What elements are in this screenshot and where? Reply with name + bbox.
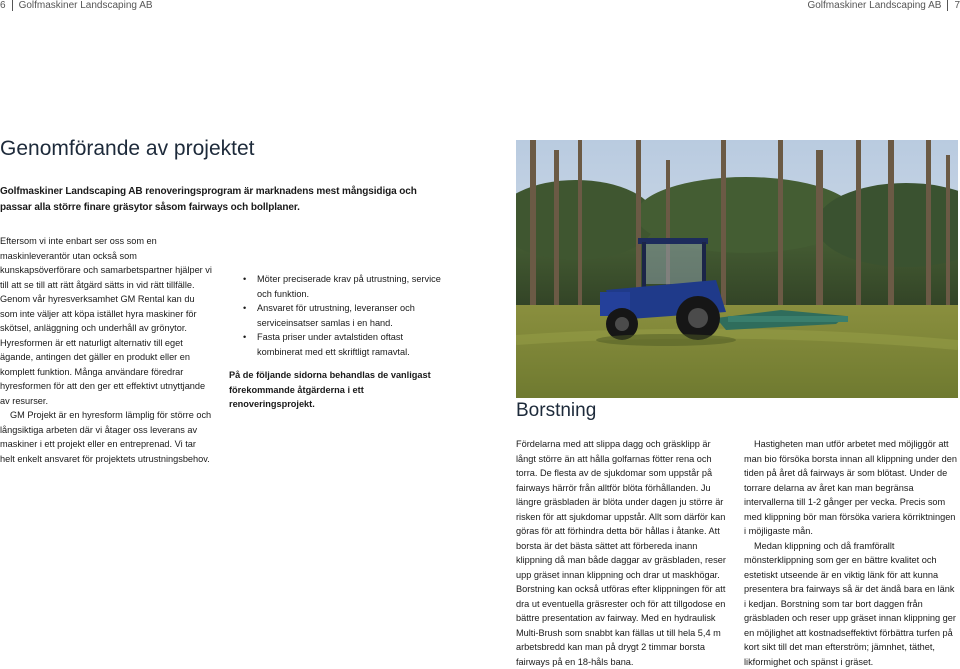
running-header-left: [0, 0, 153, 11]
borstning-column-2: [744, 437, 958, 669]
paragraph-borstning-speed: Hastigheten man utför arbetet med möjliggör att man bio försöka borsta innan all klippning under den tiden på året då fairways är som blötast. Under de torrare delarna av året kan man begränsa intervallerna till 1-2 gånger per vecka. Precis som med klippning bör man försöka variera körriktningen i möjligaste mån.: [744, 437, 958, 539]
running-title-right: Golfmaskiner Landscaping AB: [807, 0, 941, 11]
running-header-right: [807, 0, 960, 11]
paragraph-projekt: GM Projekt är en hyresform lämplig för större och långsiktiga arbeten där vi åtager oss leverans av maskiner i ett projekt eller en entreprenad. Vi tar helt enkelt ansvaret för projektets utrustningsbehov.: [0, 408, 213, 466]
benefit-item: • Fasta priser under avtalstiden oftast kombinerat med ett skriftligt ramavtal.: [229, 330, 444, 359]
running-title-left: Golfmaskiner Landscaping AB: [19, 0, 153, 11]
paragraph-rental: Eftersom vi inte enbart ser oss som en maskinleverantör utan också som kunskapsöverförare och samarbetspartner hjälper vi till att se till att rätt åtgärd sätts in vid rätt tillfälle. Genom vår hyresverksamhet GM Rental kan du som inte väljer att köpa istället hyra maskiner för skötsel, anläggning och underhåll av grönytor. Hyresformen är ett naturligt alternativ till eget ägande, antingen det gäller en produkt eller en komplett funktion. Många användare föredrar hyresformen för att den ger ett effektivt utnyttjande av resurser.: [0, 234, 213, 408]
benefit-item: • Möter preciserade krav på utrustning, service och funktion.: [229, 272, 444, 301]
benefit-list: [229, 272, 444, 359]
paragraph-borstning-benefits: Fördelarna med att slippa dagg och gräsklipp är långt större än att hålla golfarnas fötter rena och torra. De flesta av de sjukdomar som uppstår på fairways härrör från alltför blöta förhållanden. Ju längre gräsbladen är blöta under dagen ju större är risken för att sjukdomar uppstår. Allt som därför kan göras för att förhindra detta bör hållas i åtanke. Att borsta är det bästa sättet att förbereda inann klippning då man både daggar av gräsbladen, reser upp gräset innan klippning och drar ut maskhögar. Borstning kan också utföras efter klippningen för att dra ut eventuella gräsrester och för att tillgodose en bättre presentation av fairway. Med en hydraulisk Multi-Brush som snabbt kan fällas ut till hela 5,4 m arbetsbredd kan man på drygt 2 timmar borsta fairways på en 18-håls bana.: [516, 437, 731, 669]
section-title-borstning: Borstning: [516, 400, 596, 422]
paragraph-borstning-quality: Medan klippning och då framförallt mönsterklippning som ger en bättre kvalitet och estetiskt utseende är en viktig länk för att kunna presentera bra fairways så är det ändå bara en länk i kedjan. Borstning som tar bort daggen från gräsbladen och reser upp gräset innan klippning ger en möjlighet att kostnadseffektivt förbättra turfen på kort sikt till det man efterström; jämnhet, täthet, likformighet och spänst i gräset.: [744, 539, 958, 669]
closing-statement: På de följande sidorna behandlas de vanligast förekommande åtgärderna i ett renoveringsprojekt.: [229, 368, 444, 412]
article-intro: Golfmaskiner Landscaping AB renoveringsprogram är marknadens mest mångsidiga och passar alla större finare gräsytor såsom fairways och bollplaner.: [0, 184, 445, 216]
page-number-right: 7: [947, 0, 960, 11]
article-column-1: [0, 234, 213, 466]
borstning-column-1: [516, 437, 731, 669]
page-number-left: 6: [0, 0, 13, 11]
benefit-item: • Ansvaret för utrustning, leveranser och serviceinsatser samlas i en hand.: [229, 301, 444, 330]
article-title: Genomförande av projektet: [0, 137, 254, 161]
tractor-photo: [516, 140, 958, 398]
article-column-2: [229, 234, 444, 412]
continued-text-spacer: [229, 234, 444, 263]
